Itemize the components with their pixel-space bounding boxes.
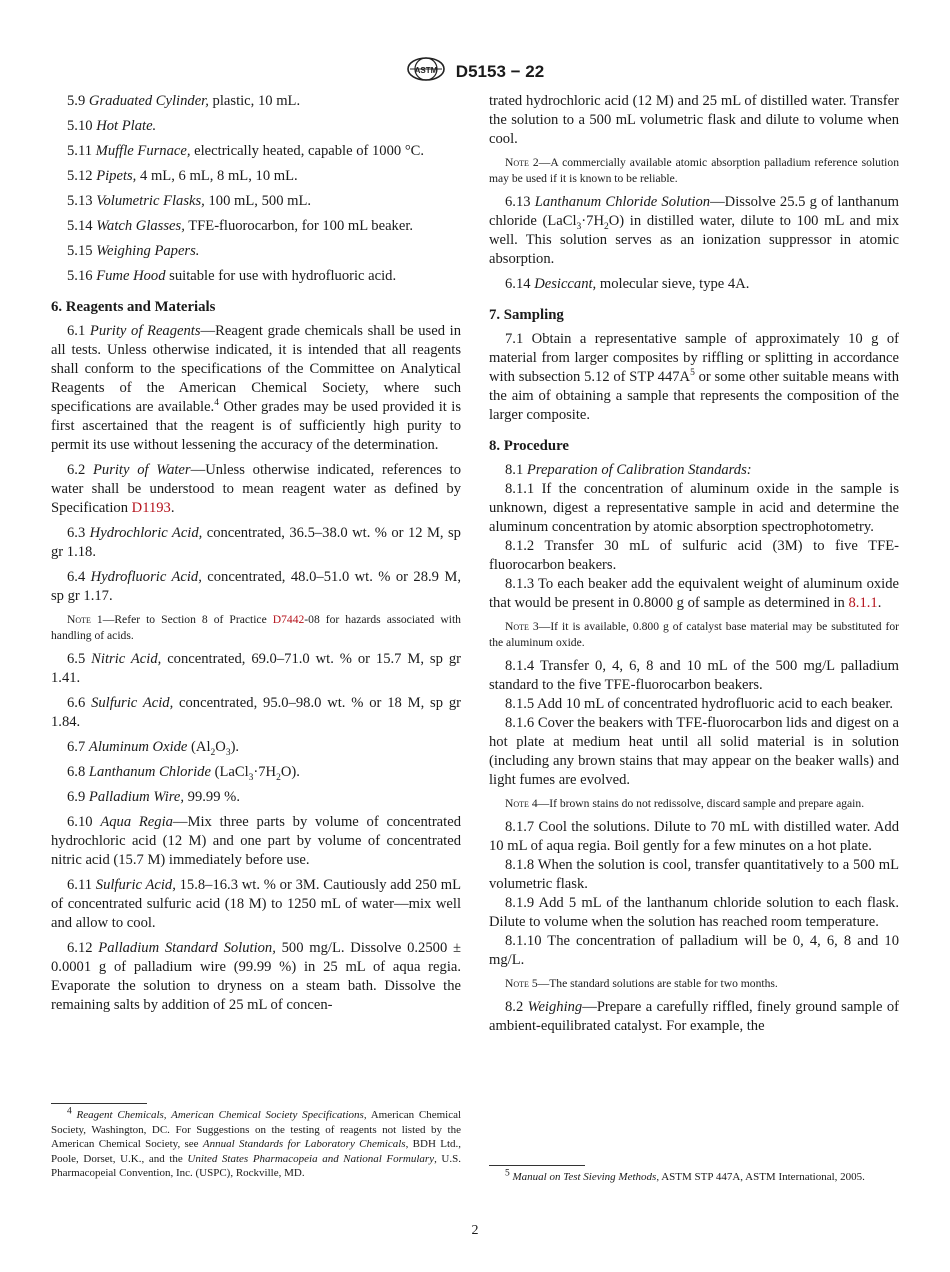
page-header — [0, 56, 950, 87]
section-6-14: 6.14 Desiccant, molecular sieve, type 4A. — [505, 276, 750, 292]
standard-designation: D5153 − 22 — [455, 61, 545, 81]
section-5-9: 5.9 Graduated Cylinder, plastic, 10 mL. — [67, 93, 301, 109]
link-8-1-1[interactable]: 8.1.1 — [848, 595, 878, 611]
footnote-4 — [51, 1103, 461, 1181]
footnote-ref-5: 5 — [690, 368, 695, 379]
section-8-1-1: 8.1.1 If the concentration of aluminum oxide in the sample is unknown, digest a representative sample in acid and determine the aluminum concentration by atomic absorption spectrophotometry. — [489, 481, 899, 535]
section-8-1-5: 8.1.5 Add 10 mL of concentrated hydrofluoric acid to each beaker. — [505, 696, 894, 712]
section-6-3: 6.3 Hydrochloric Acid, concentrated, 36.5–38.0 wt. % or 12 M, sp gr 1.18. — [51, 525, 461, 560]
section-8-2: 8.2 Weighing—Prepare a carefully riffled, finely ground sample of ambient-equilibrated catalyst. For example, the — [489, 999, 899, 1034]
section-6-6: 6.6 Sulfuric Acid, concentrated, 95.0–98.0 wt. % or 18 M, sp gr 1.84. — [51, 695, 461, 730]
page-number: 2 — [471, 1223, 479, 1238]
right-column — [489, 92, 899, 1036]
section-6-13: 6.13 Lanthanum Chloride Solution—Dissolve 25.5 g of lanthanum chloride $(LaCl_3\cdot 7H_2O)$ in distilled water, dilute to 100 mL and mix well. This solution serves as an ionization suppressor in atomic absorption. — [489, 194, 899, 267]
section-8-heading: 8. Procedure — [489, 438, 569, 454]
section-6-1: 6.1 Purity of Reagents—Reagent grade chemicals shall be used in all tests. Unless otherwise indicated, it is intended that all reagents shall conform to the specifications of the Committee on Analytical Reagents of the American Chemical Society, where such specifications are available.$^4$ Other grades may be used provided it is first ascertained that the reagent is of sufficiently high purity to permit its use without lessening the accuracy of the determination. — [51, 323, 462, 453]
section-8-1-6: 8.1.6 Cover the beakers with TFE-fluorocarbon lids and digest on a hot plate at medium heat until all solid material is in solution (including any brown stains that may appear on the beaker walls) and light fumes are evolved. — [489, 715, 899, 788]
note-1: Note 1—Refer to Section 8 of Practice D7442-08 for hazards associated with handling of acids. — [51, 613, 461, 642]
section-6-11: 6.11 Sulfuric Acid, 15.8–16.3 wt. % or 3M. Cautiously add 250 mL of concentrated sulfuric acid (18 M) to 1250 mL of water—mix well and allow to cool. — [51, 877, 461, 931]
section-6-10: 6.10 Aqua Regia—Mix three parts by volume of concentrated hydrochloric acid (12 M) and one part by volume of concentrated nitric acid (15.7 M) immediately before use. — [51, 814, 461, 868]
section-5-13: 5.13 Volumetric Flasks, 100 mL, 500 mL. — [67, 193, 312, 209]
svg-text:ASTM: ASTM — [414, 66, 438, 75]
section-6-7: 6.7 Aluminum Oxide $(Al_2O_3)$. — [67, 739, 240, 758]
footnote-rule — [51, 1103, 147, 1104]
section-8-1: 8.1 Preparation of Calibration Standards: — [505, 462, 752, 478]
section-8-1-2: 8.1.2 Transfer 30 mL of sulfuric acid (3M) to five TFE-fluorocarbon beakers. — [489, 538, 899, 573]
section-7-heading: 7. Sampling — [489, 307, 564, 323]
section-5-15: 5.15 Weighing Papers. — [67, 243, 200, 259]
link-d1193[interactable]: D1193 — [131, 500, 171, 516]
note-2: Note 2—A commercially available atomic absorption palladium reference solution may be used if it is known to be reliable. — [489, 156, 899, 185]
note-4: Note 4—If brown stains do not redissolve, discard sample and prepare again. — [505, 797, 865, 810]
footnote-rule — [489, 1165, 585, 1166]
section-6-9: 6.9 Palladium Wire, 99.99 %. — [67, 789, 240, 805]
section-6-2: 6.2 Purity of Water—Unless otherwise indicated, references to water shall be understood to mean reagent water as defined by Specification D1193. — [51, 462, 461, 516]
section-6-5: 6.5 Nitric Acid, concentrated, 69.0–71.0 wt. % or 15.7 M, sp gr 1.41. — [51, 651, 461, 686]
section-6-4: 6.4 Hydrofluoric Acid, concentrated, 48.0–51.0 wt. % or 28.9 M, sp gr 1.17. — [51, 569, 461, 604]
section-5-16: 5.16 Fume Hood suitable for use with hydrofluoric acid. — [67, 268, 397, 284]
section-6-heading: 6. Reagents and Materials — [51, 299, 216, 315]
section-8-1-10: 8.1.10 The concentration of palladium will be 0, 4, 6, 8 and 10 mg/L. — [489, 933, 899, 968]
section-5-14: 5.14 Watch Glasses, TFE-fluorocarbon, for 100 mL beaker. — [67, 218, 414, 234]
section-6-12: 6.12 Palladium Standard Solution, 500 mg/L. Dissolve 0.2500 ± 0.0001 g of palladium wire (99.99 %) in 25 mL of aqua regia. Evaporate the solution to dryness on a steam bath. Dissolve the remaining salts by addition of 25 mL of concen- — [51, 940, 461, 1013]
section-8-1-9: 8.1.9 Add 5 mL of the lanthanum chloride solution to each flask. Dilute to volume when the solution has reached room temperature. — [489, 895, 899, 930]
section-8-1-8: 8.1.8 When the solution is cool, transfer quantitatively to a 500 mL volumetric flask. — [489, 857, 899, 892]
astm-logo-icon — [406, 56, 446, 87]
section-6-12-continued: trated hydrochloric acid (12 M) and 25 mL of distilled water. Transfer the solution to a 500 mL volumetric flask and dilute to volume when cool. — [489, 93, 899, 147]
section-8-1-4: 8.1.4 Transfer 0, 4, 6, 8 and 10 mL of the 500 mg/L palladium standard to the five TFE-fluorocarbon beakers. — [489, 658, 899, 693]
section-6-8: 6.8 Lanthanum Chloride $(LaCl_3\cdot 7H_2O)$. — [67, 764, 300, 783]
section-8-1-3: 8.1.3 To each beaker add the equivalent weight of aluminum oxide that would be present in 0.8000 g of sample as determined in 8.1.1. — [489, 576, 899, 611]
footnote-5 — [489, 1165, 899, 1185]
link-d7442[interactable]: D7442 — [272, 613, 305, 626]
section-5-10: 5.10 Hot Plate. — [67, 118, 157, 134]
section-8-1-7: 8.1.7 Cool the solutions. Dilute to 70 mL with distilled water. Add 10 mL of aqua regia. Boil gently for a few minutes on a hot plate. — [489, 819, 899, 854]
footnote-5-text: $^5$ Manual on Test Sieving Methods, ASTM STP 447A, ASTM International, 2005. — [505, 1168, 865, 1183]
section-5-12: 5.12 Pipets, 4 mL, 6 mL, 8 mL, 10 mL. — [67, 168, 298, 184]
footnote-4-text: $^4$ Reagent Chemicals, American Chemical Society Specifications, American Chemical Society, Washington, DC. For Suggestions on the testing of reagents not listed by the American Chemical Society, see Annual Standards for Laboratory Chemicals, BDH Ltd., Poole, Dorset, U.K., and the United States Pharmacopeia and National Formulary, U.S. Pharmacopeial Convention, Inc. (USPC), Rockville, MD. — [51, 1106, 462, 1179]
section-7-1: 7.1 Obtain a representative sample of approximately 10 g of material from larger composites by riffling or splitting in accordance with subsection 5.12 of STP $447A^5$ or some other suitable means with the aim of obtaining a sample that represents the composition of the larger composite. — [489, 331, 899, 423]
note-3: Note 3—If it is available, 0.800 g of catalyst base material may be substituted for the aluminum oxide. — [489, 620, 899, 649]
left-column — [51, 92, 461, 1015]
footnote-ref-4: 4 — [214, 398, 219, 409]
section-5-11: 5.11 Muffle Furnace, electrically heated, capable of 1000 °C. — [67, 143, 425, 159]
note-5: Note 5—The standard solutions are stable for two months. — [505, 977, 778, 990]
